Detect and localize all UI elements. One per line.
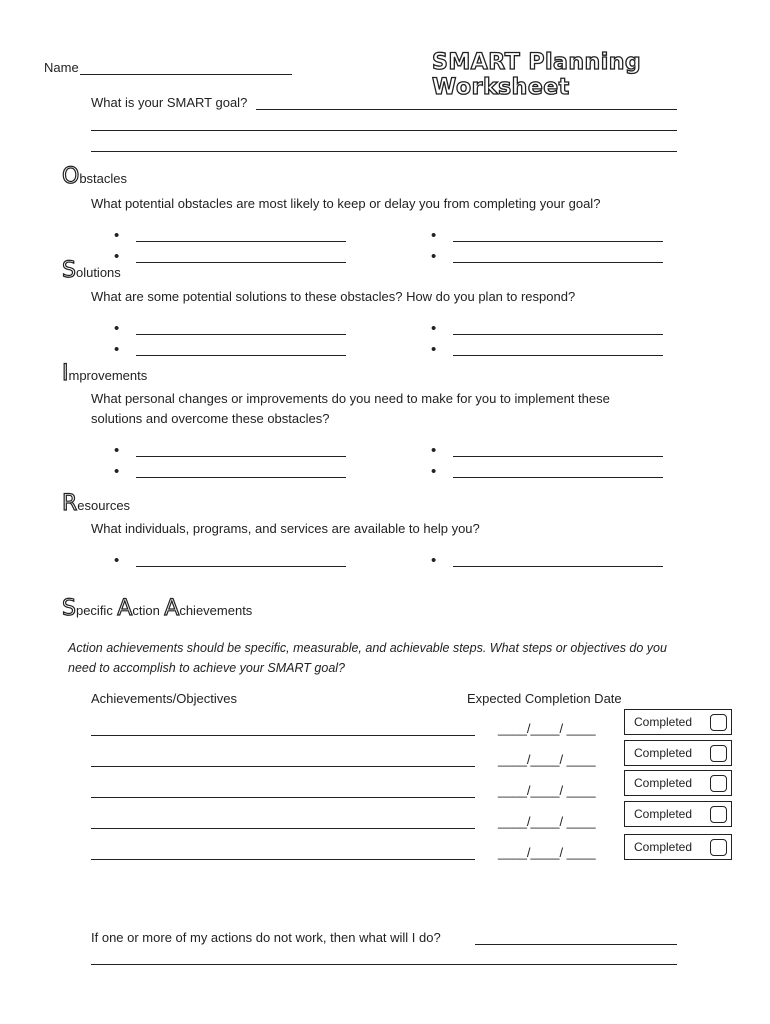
improvements-heading-text: mprovements [68,368,148,383]
bullet-icon: • [114,248,120,265]
date-column-header: Expected Completion Date [467,691,622,706]
date-blank-2[interactable]: ____/____/ ____ [498,752,596,767]
saa-a1-text: ction [132,603,160,618]
bullet-icon: • [431,227,437,244]
completed-box-4 [624,801,732,827]
obstacles-question: What potential obstacles are most likely to keep or delay you from completing your goal? [91,196,601,211]
completed-label: Completed [634,776,693,790]
improvement-answer-1[interactable] [136,456,346,457]
resource-answer-2[interactable] [453,566,663,567]
completed-label: Completed [634,715,693,729]
completed-box-2 [624,740,732,766]
fallback-answer-line-2[interactable] [91,964,677,965]
objective-line-2[interactable] [91,766,475,767]
obstacles-heading [62,164,127,189]
improvement-answer-4[interactable] [453,477,663,478]
resources-initial: R [62,491,78,516]
obstacle-answer-4[interactable] [453,262,663,263]
bullet-icon: • [431,320,437,337]
saa-a1-initial: A [117,596,133,621]
bullet-icon: • [114,341,120,358]
objective-line-1[interactable] [91,735,475,736]
bullet-icon: • [114,552,120,569]
improvement-answer-3[interactable] [136,477,346,478]
completed-checkbox[interactable] [710,714,727,731]
solutions-heading-text: olutions [75,265,121,280]
resources-question: What individuals, programs, and services are available to help you? [91,521,480,536]
completed-checkbox[interactable] [710,745,727,762]
goal-answer-line-2[interactable] [91,130,677,131]
solution-answer-1[interactable] [136,334,346,335]
bullet-icon: • [431,463,437,480]
completed-label: Completed [634,840,693,854]
bullet-icon: • [114,227,120,244]
solution-answer-4[interactable] [453,355,663,356]
saa-instructions-line-1: Action achievements should be specific, measurable, and achievable steps. What steps or objectives do you [68,641,667,655]
objective-line-5[interactable] [91,859,475,860]
completed-checkbox[interactable] [710,806,727,823]
bullet-icon: • [431,442,437,459]
obstacles-initial: O [62,164,80,189]
saa-s-text: pecific [75,603,113,618]
completed-checkbox[interactable] [710,839,727,856]
saa-a2-initial: A [164,596,180,621]
completed-label: Completed [634,807,693,821]
bullet-icon: • [114,320,120,337]
solutions-question: What are some potential solutions to these obstacles? How do you plan to respond? [91,289,576,304]
objective-line-3[interactable] [91,797,475,798]
resources-heading-text: esources [77,498,131,513]
completed-box-1 [624,709,732,735]
solutions-initial: S [62,258,76,283]
improvements-initial: I [62,361,69,386]
date-blank-4[interactable]: ____/____/ ____ [498,814,596,829]
bullet-icon: • [431,341,437,358]
improvements-heading [62,361,147,386]
goal-question: What is your SMART goal? [91,95,248,110]
page-title: SMART Planning Worksheet [432,50,642,100]
date-blank-3[interactable]: ____/____/ ____ [498,783,596,798]
improvements-question-line-2: solutions and overcome these obstacles? [91,411,330,426]
saa-a2-text: chievements [179,603,253,618]
name-field[interactable] [80,74,292,75]
obstacles-heading-text: bstacles [79,171,128,186]
solution-answer-2[interactable] [453,334,663,335]
saa-heading [62,596,252,621]
name-label: Name [44,60,79,75]
objective-line-4[interactable] [91,828,475,829]
date-blank-1[interactable]: ____/____/ ____ [498,721,596,736]
saa-instructions-line-2: need to accomplish to achieve your SMART goal? [68,661,346,675]
completed-box-5 [624,834,732,860]
resources-heading [62,491,130,516]
objectives-column-header: Achievements/Objectives [91,691,237,706]
bullet-icon: • [431,248,437,265]
obstacle-answer-2[interactable] [453,241,663,242]
goal-answer-line-1[interactable] [256,109,677,110]
bullet-icon: • [114,442,120,459]
fallback-question: If one or more of my actions do not work, then what will I do? [91,930,441,945]
fallback-answer-line-1[interactable] [475,944,677,945]
bullet-icon: • [114,463,120,480]
obstacle-answer-3[interactable] [136,262,346,263]
improvements-question-line-1: What personal changes or improvements do you need to make for you to implement these [91,391,610,406]
solutions-heading [62,258,121,283]
completed-label: Completed [634,746,693,760]
bullet-icon: • [431,552,437,569]
goal-answer-line-3[interactable] [91,151,677,152]
completed-checkbox[interactable] [710,775,727,792]
completed-box-3 [624,770,732,796]
solution-answer-3[interactable] [136,355,346,356]
resource-answer-1[interactable] [136,566,346,567]
date-blank-5[interactable]: ____/____/ ____ [498,845,596,860]
improvement-answer-2[interactable] [453,456,663,457]
saa-s-initial: S [62,596,76,621]
obstacle-answer-1[interactable] [136,241,346,242]
